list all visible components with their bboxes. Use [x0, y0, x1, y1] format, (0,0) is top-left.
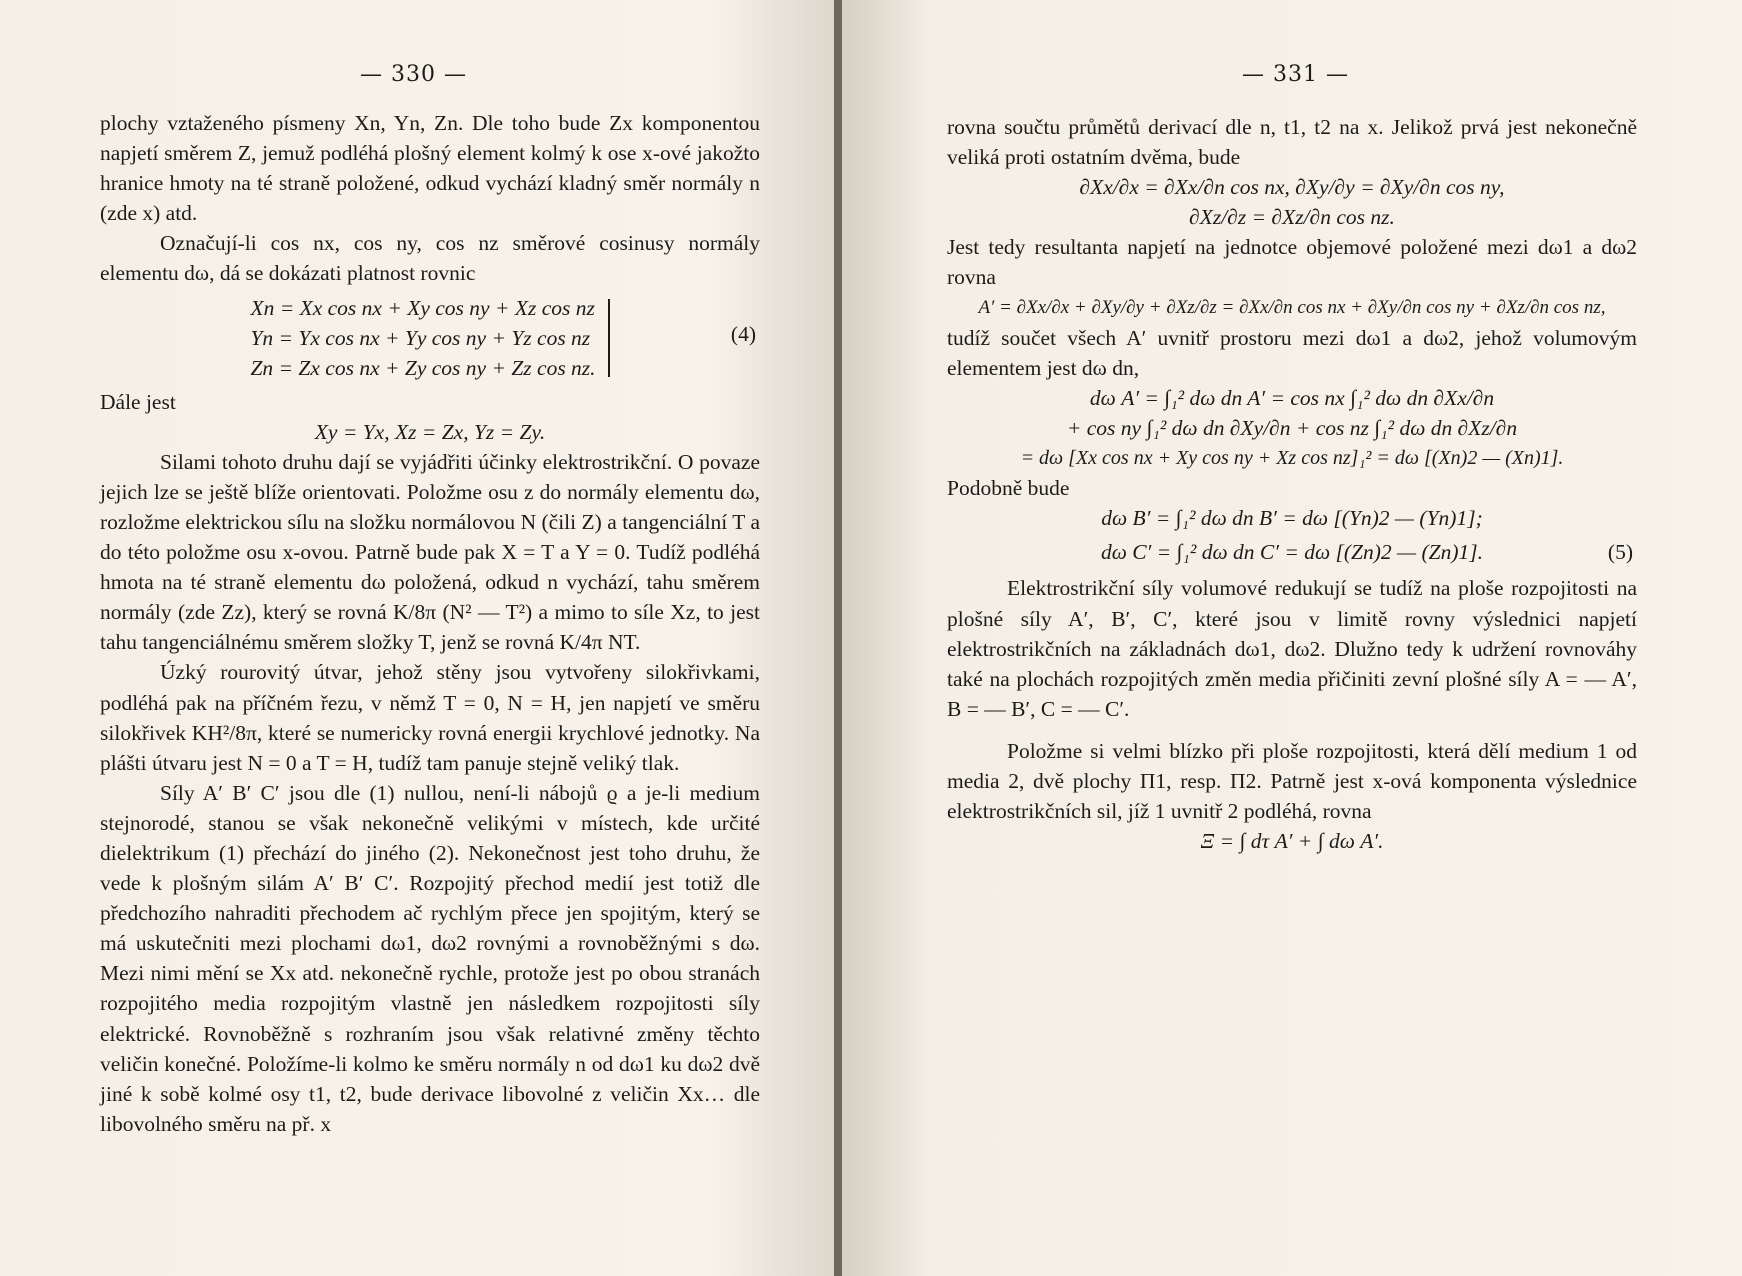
page-number: — 330 — — [360, 62, 467, 87]
left-text-column — [100, 108, 760, 1139]
left-page — [0, 0, 834, 1276]
paragraph: Silami tohoto druhu dají se vyjádřiti účinky elektrostrikční. O povaze jejich lze se ještě blíže orientovati. Položme osu z do normály elementu dω, rozložme elektrickou sílu na složku normálovou N (čili Z) a tangenciální T a do této položme osu x-ovou. Patrně bude pak X = T a Y = 0. Tudíž podléhá hmota na té straně elementu dω položená, odkud n vychází, tahu směrem normály (zde Zz), který se rovná K/8π (N² — T²) a mimo to síle Xz, to jest tahu tangenciálnému směrem složky T, jenž se rovná K/4π NT. — [100, 449, 760, 655]
equation-line: Zn = Zx cos nx + Zy cos ny + Zz cos nz. — [250, 355, 596, 380]
equation: ∂Xx/∂x = ∂Xx/∂n cos nx, ∂Xy/∂y = ∂Xy/∂n cos ny, — [1079, 175, 1505, 200]
paragraph: Síly A′ B′ C′ jsou dle (1) nullou, není-li nábojů ϱ a je-li medium stejnorodé, stanou se však nekonečně velikými v místech, kde určité dielektrikum (1) přechází do jiného (2). Nekonečnost jest toho druhu, že vede k plošným silám A′ B′ C′. Rozpojitý přechod medií jest totiž dle předchozího nahraditi přechodem ač rychlým přece jen spojitým, který se má uskutečniti mezi plochami dω1, dω2 rovnými a rovnoběžnými s dω. Mezi nimi mění se Xx atd. nekonečně rychle, protože jest po obou stranách rozpojitého media rozpojitým vlastně jen následkem rozpojitosti síly elektrické. Rovnoběžně s rozhraním jsou však relativné změny těchto veličin konečné. Položíme-li kolmo ke směru normály n od dω1 ku dω2 dvě jiné k sobě kolmé osy t1, t2, bude derivace libovolné z veličin Xx… dle libovolného směru na př. x — [100, 780, 760, 1136]
equation-system — [250, 293, 595, 383]
book-gutter — [834, 0, 842, 1276]
equation: dω C′ = ∫₁² dω dn C′ = dω [(Zn)2 — (Zn)1]. — [1100, 540, 1484, 565]
right-text-column — [947, 112, 1637, 856]
dale-label: Dále jest — [100, 389, 176, 414]
equation-5 — [947, 537, 1637, 567]
equation-brace — [608, 299, 610, 377]
equation: + cos ny ∫₁² dω dn ∂Xy/∂n + cos nz ∫₁² dω dn ∂Xz/∂n — [1066, 415, 1518, 440]
equation: dω A′ = ∫₁² dω dn A′ = cos nx ∫₁² dω dn ∂Xx/∂n — [1089, 385, 1495, 410]
equation: = dω [Xx cos nx + Xy cos ny + Xz cos nz]₁² = dω [(Xn)2 — (Xn)1]. — [1020, 447, 1564, 470]
equation-line: Yn = Yx cos nx + Yy cos ny + Yz cos nz — [250, 325, 591, 350]
page-number: — 331 — — [1242, 62, 1349, 87]
equation: Ξ = ∫ dτ A′ + ∫ dω A′. — [1200, 829, 1384, 854]
paragraph: tudíž součet všech A′ uvnitř prostoru mezi dω1 a dω2, jehož volumovým elementem jest dω dn, — [947, 325, 1637, 380]
equation-number: (4) — [730, 321, 756, 346]
equation-line: Xn = Xx cos nx + Xy cos ny + Xz cos nz — [250, 295, 595, 320]
equation: dω B′ = ∫₁² dω dn B′ = dω [(Yn)2 — (Yn)1]; — [1101, 506, 1483, 531]
symmetry-equation: Xy = Yx, Xz = Zx, Yz = Zy. — [314, 419, 546, 444]
equation-number: (5) — [1607, 540, 1633, 565]
paragraph: plochy vztaženého písmeny Xn, Yn, Zn. Dle toho bude Zx komponentou napjetí směrem Z, jemuž podléhá plošný element kolmý k ose x-ové jakožto hranice hmoty na té straně položené, odkud vychází kladný směr normály n (zde x) atd. — [100, 111, 760, 226]
paragraph: rovna součtu průmětů derivací dle n, t1, t2 na x. Jelikož prvá jest nekonečně veliká proti ostatním dvěma, bude — [947, 115, 1637, 170]
paragraph: Jest tedy resultanta napjetí na jednotce objemové položené mezi dω1 a dω2 rovna — [947, 235, 1637, 290]
equation-4 — [100, 293, 760, 383]
equation: ∂Xz/∂z = ∂Xz/∂n cos nz. — [1189, 205, 1395, 230]
right-page — [842, 0, 1742, 1276]
podobne-label: Podobně bude — [947, 476, 1070, 501]
paragraph: Úzký rourovitý útvar, jehož stěny jsou vytvořeny silokřivkami, podléhá pak na příčném řezu, v němž T = 0, N = H, jen napjetí ve směru silokřivek KH²/8π, které se numericky rovná energii krychlové jednotky. Na plášti útvaru jest N = 0 a T = H, tudíž tam panuje stejně veliký tlak. — [100, 660, 760, 775]
paragraph: Označují-li cos nx, cos ny, cos nz směrové cosinusy normály elementu dω, dá se dokázati platnost rovnic — [100, 231, 760, 286]
paragraph: Elektrostrikční síly volumové redukují se tudíž na ploše rozpojitosti na plošné síly A′, B′, C′, které jsou v limitě rovny výslednici napjetí elektrostrikčních na základnách dω1, dω2. Dlužno tedy k udržení rovnováhy také na plochách rozpojitých změn media přičiniti zevní plošné síly A = — A′, B = — B′, C = — C′. — [947, 576, 1637, 721]
paragraph: Položme si velmi blízko při ploše rozpojitosti, která dělí medium 1 od media 2, dvě plochy Π1, resp. Π2. Patrně jest x-ová komponenta výslednice elektrostrikčních sil, jíž 1 uvnitř 2 podléhá, rovna — [947, 738, 1637, 824]
equation: A′ = ∂Xx/∂x + ∂Xy/∂y + ∂Xz/∂z = ∂Xx/∂n cos nx + ∂Xy/∂n cos ny + ∂Xz/∂n cos nz, — [978, 296, 1606, 318]
